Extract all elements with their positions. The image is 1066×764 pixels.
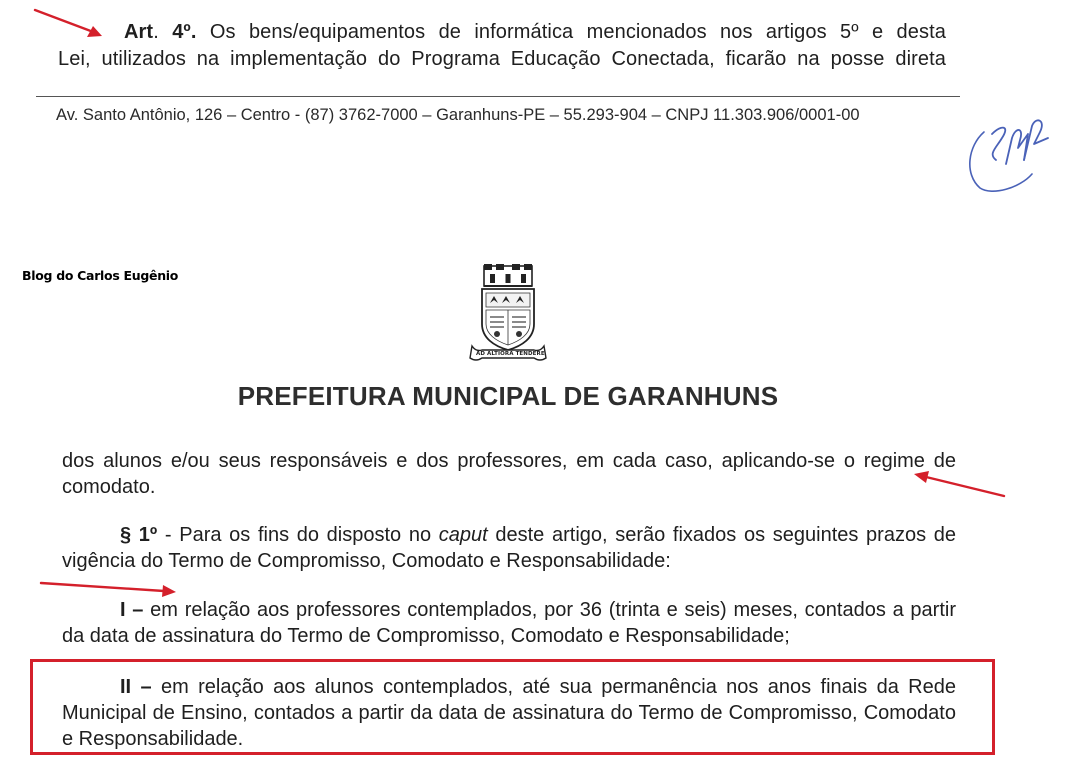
caput-term: caput [438,524,488,546]
article-4-label: Art. 4º. [124,21,197,43]
page-title: PREFEITURA MUNICIPAL DE GARANHUNS [237,381,779,411]
highlight-box-item-ii [30,659,995,755]
red-arrow-icon-article-4 [32,6,112,40]
article-4-line-1 [58,18,946,46]
paragraph-item-ii: II – em relação aos alunos contemplados, até sua permanência nos anos finais da Rede Municipal de Ensino, contados a partir da data de assinatura do Termo de Compromisso, Comodato e Responsabilidade. [62,676,956,750]
red-arrow-icon-regime [908,468,1008,502]
paragraph-comodato: dos alunos e/ou seus responsáveis e dos professores, em cada caso, aplicando-se o regime de comodato. [62,450,956,498]
blog-watermark-label: Blog do Carlos Eugênio [22,268,179,283]
footer-address: Av. Santo Antônio, 126 – Centro - (87) 3762-7000 – Garanhuns-PE – 55.293-904 – CNPJ 11.303.906/0001-00 [56,106,860,124]
handwritten-rubric-signature [962,104,1054,196]
footer-divider [36,96,960,97]
red-arrow-icon-item-i [38,578,182,600]
section-1-label: § 1º [120,524,158,546]
coat-motto-ribbon-text: AD ALTIORA TENDERE [476,351,545,357]
article-4-line-2: Lei, utilizados na implementação do Programa Educação Conectada, ficarão na posse direta [58,48,946,70]
paragraph-item-i: I – em relação aos professores contemplados, por 36 (trinta e seis) meses, contados a partir da data de assinatura do Termo de Compromisso, Comodato e Responsabilidade; [62,599,956,647]
item-i-label: I – [120,599,144,621]
paragraph-section-1: § 1º - Para os fins do disposto no caput deste artigo, serão fixados os seguintes prazos de vigência do Termo de Compromisso, Comodato e Responsabilidade: [62,524,957,572]
item-ii-label: II – [120,676,152,698]
article-4-text: Os bens/equipamentos de informática mencionados nos artigos 5º e desta [196,21,946,43]
